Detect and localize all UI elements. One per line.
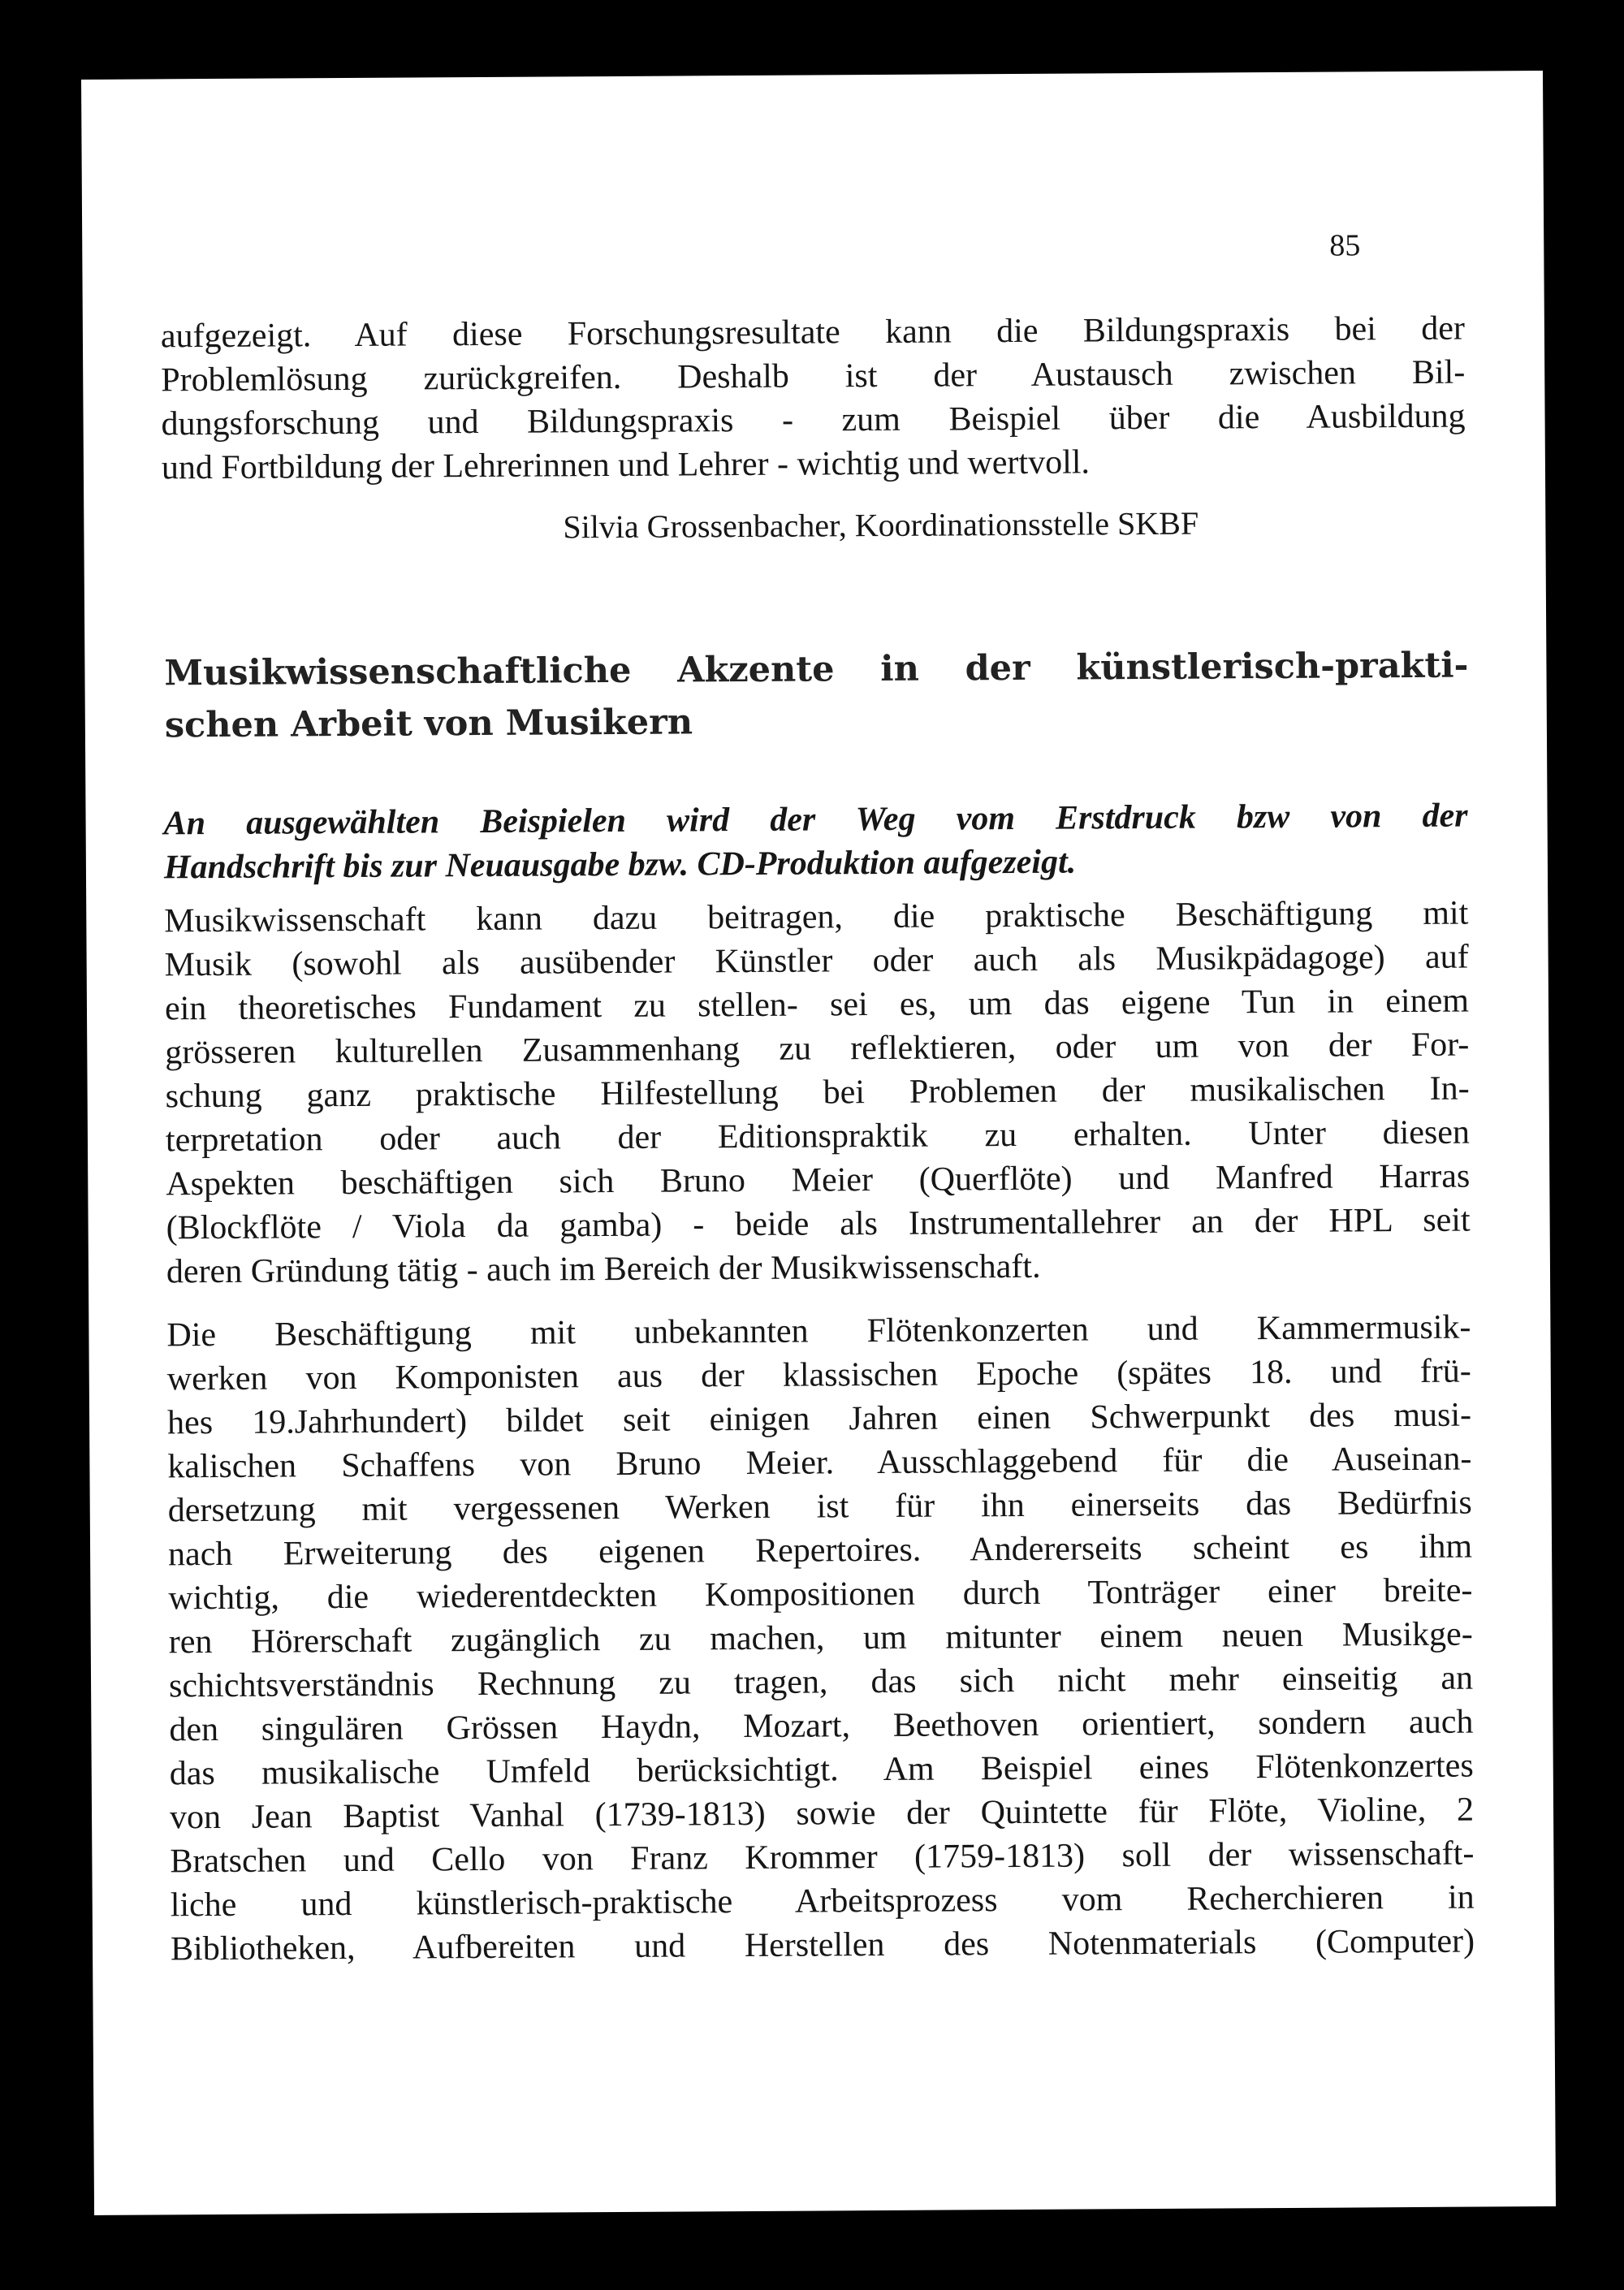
paragraph-line: grösseren kulturellen Zusammenhang zu reflektieren, oder um von der For- [165, 1026, 1470, 1072]
section-heading [164, 640, 1469, 752]
page-number: 85 [1329, 228, 1361, 263]
intro-line: Problemlösung zurückgreifen. Deshalb ist der Austausch zwischen Bil- [161, 353, 1466, 400]
paragraph-line: (Blockflöte / Viola da gamba) - beide als Instrumentallehrer an der HPL seit [166, 1201, 1471, 1247]
intro-paragraph [161, 307, 1466, 490]
author-signature: Silvia Grossenbacher, Koordinationsstelle SKBF [563, 504, 1199, 546]
paragraph-line: von Jean Baptist Vanhal (1739-1813) sowie der Quintette für Flöte, Violine, 2 [169, 1791, 1475, 1837]
paragraph-line: liche und künstlerisch-praktische Arbeitsprozess vom Recherchieren in [170, 1878, 1475, 1925]
paragraph-line: schung ganz praktische Hilfestellung bei Problemen der musikalischen In- [165, 1069, 1470, 1116]
paragraph-line: schichtsverständnis Rechnung zu tragen, das sich nicht mehr einseitig an [168, 1659, 1474, 1705]
paragraph-line: werken von Komponisten aus der klassischen Epoche (spätes 18. und frü- [166, 1352, 1471, 1398]
paragraph-line: Musik (sowohl als ausübender Künstler oder auch als Musikpädagoge) auf [164, 938, 1469, 984]
paragraph-line: deren Gründung tätig - auch im Bereich der Musikwissenschaft. [166, 1247, 1041, 1291]
paragraph-line: Die Beschäftigung mit unbekannten Flötenkonzerten und Kammermusik- [166, 1308, 1471, 1355]
document-page [81, 71, 1556, 2215]
body-paragraph-1 [164, 892, 1471, 1294]
paragraph-line: wichtig, die wiederentdeckten Kompositionen durch Tonträger einer breite- [168, 1571, 1473, 1618]
paragraph-line: den singulären Grössen Haydn, Mozart, Beethoven orientiert, sondern auch [169, 1703, 1474, 1749]
lead-line: Handschrift bis zur Neuausgabe bzw. CD-Produktion aufgezeigt. [163, 843, 1077, 887]
paragraph-line: terpretation oder auch der Editionspraktik zu erhalten. Unter diesen [165, 1113, 1471, 1160]
paragraph-line: ren Hörerschaft zugänglich zu machen, um mitunter einem neuen Musikge- [168, 1615, 1473, 1661]
paragraph-line: Bratschen und Cello von Franz Krommer (1759-1813) soll der wissenschaft- [170, 1834, 1475, 1881]
lead-paragraph [163, 794, 1468, 890]
paragraph-line: Musikwissenschaft kann dazu beitragen, die praktische Beschäftigung mit [164, 894, 1469, 940]
intro-line: und Fortbildung der Lehrerinnen und Lehrer - wichtig und wertvoll. [161, 443, 1091, 487]
heading-line: Musikwissenschaftliche Akzente in der künstlerisch-prakti- [164, 645, 1469, 694]
paragraph-line: dersetzung mit vergessenen Werken ist für ihn einerseits das Bedürfnis [167, 1484, 1472, 1530]
paragraph-line: nach Erweiterung des eigenen Repertoires. Andererseits scheint es ihm [167, 1527, 1473, 1574]
paragraph-line: das musikalische Umfeld berücksichtigt. Am Beispiel eines Flötenkonzertes [169, 1747, 1474, 1793]
paragraph-line: Aspekten beschäftigen sich Bruno Meier (Querflöte) und Manfred Harras [166, 1157, 1471, 1203]
paragraph-line: kalischen Schaffens von Bruno Meier. Ausschlaggebend für die Auseinan- [167, 1440, 1472, 1486]
lead-line: An ausgewählten Beispielen wird der Weg vom Erstdruck bzw von der [163, 797, 1468, 843]
intro-line: aufgezeigt. Auf diese Forschungsresultate kann die Bildungspraxis bei der [160, 309, 1466, 356]
intro-line: dungsforschung und Bildungspraxis - zum Beispiel über die Ausbildung [161, 397, 1466, 443]
paragraph-line: hes 19.Jahrhundert) bildet seit einigen Jahren einen Schwerpunkt des musi- [166, 1396, 1472, 1442]
heading-line: schen Arbeit von Musikern [164, 702, 693, 746]
paragraph-line: Bibliotheken, Aufbereiten und Herstellen des Notenmaterials (Computer) [170, 1922, 1475, 1968]
paragraph-line: ein theoretisches Fundament zu stellen- sei es, um das eigene Tun in einem [164, 982, 1470, 1028]
body-paragraph-2 [166, 1306, 1475, 1972]
